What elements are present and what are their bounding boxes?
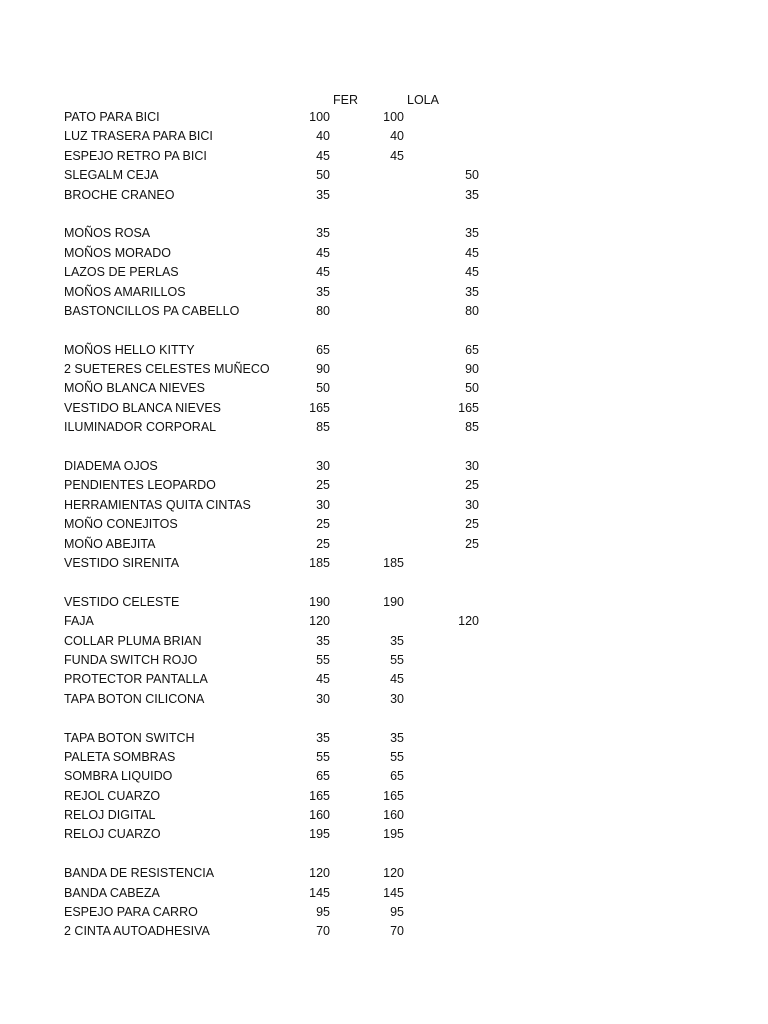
- fer-amount-cell: 45: [316, 245, 330, 260]
- table-row: [0, 360, 768, 379]
- item-name-cell: PATO PARA BICI: [64, 110, 160, 124]
- third-amount-cell: 80: [465, 303, 479, 318]
- item-name-cell: MOÑOS ROSA: [64, 226, 151, 241]
- lola-amount-cell: 45: [390, 148, 404, 163]
- fer-amount-cell: 25: [316, 517, 330, 532]
- third-amount-cell: 50: [465, 381, 479, 396]
- item-name-cell: BASTONCILLOS PA CABELLO: [64, 303, 240, 318]
- item-name-cell: REJOL CUARZO: [64, 788, 161, 803]
- item-name-cell: BANDA DE RESISTENCIA: [64, 866, 215, 881]
- lola-amount-cell: 30: [390, 691, 404, 706]
- fer-amount-cell: 45: [316, 265, 330, 280]
- table-row: [0, 922, 768, 941]
- lola-amount-cell: 35: [390, 633, 404, 648]
- table-row: [0, 186, 768, 205]
- header-fer: FER: [333, 93, 358, 107]
- third-amount-cell: 25: [465, 517, 479, 532]
- third-amount-cell: 65: [465, 342, 479, 357]
- third-amount-cell: 45: [465, 245, 479, 260]
- table-row: [0, 767, 768, 786]
- item-name-cell: BROCHE CRANEO: [64, 187, 175, 202]
- lola-amount-cell: 65: [390, 769, 404, 784]
- table-row: [0, 670, 768, 689]
- item-name-cell: MOÑO BLANCA NIEVES: [64, 381, 206, 396]
- fer-amount-cell: 100: [309, 110, 330, 124]
- lola-amount-cell: 100: [383, 110, 404, 124]
- table-row: [0, 729, 768, 748]
- table-row: [0, 418, 768, 437]
- item-name-cell: RELOJ CUARZO: [64, 827, 161, 842]
- item-name-cell: VESTIDO BLANCA NIEVES: [64, 400, 221, 415]
- lola-amount-cell: 160: [383, 808, 404, 823]
- lola-amount-cell: 55: [390, 652, 404, 667]
- fer-amount-cell: 55: [316, 652, 330, 667]
- fer-amount-cell: 195: [309, 827, 330, 842]
- item-name-cell: MOÑO CONEJITOS: [64, 517, 178, 532]
- table-row: [0, 806, 768, 825]
- table-row: [0, 593, 768, 612]
- table-row: [0, 690, 768, 709]
- table-row: [0, 864, 768, 883]
- lola-amount-cell: 145: [383, 885, 404, 900]
- third-amount-cell: 35: [465, 226, 479, 241]
- third-amount-cell: 50: [465, 168, 479, 183]
- third-amount-cell: 85: [465, 420, 479, 435]
- lola-amount-cell: 55: [390, 749, 404, 764]
- table-row: [0, 787, 768, 806]
- fer-amount-cell: 65: [316, 769, 330, 784]
- table-row: [0, 224, 768, 243]
- fer-amount-cell: 35: [316, 730, 330, 745]
- third-amount-cell: 45: [465, 265, 479, 280]
- fer-amount-cell: 95: [316, 905, 330, 920]
- item-name-cell: LUZ TRASERA PARA BICI: [64, 129, 213, 144]
- fer-amount-cell: 35: [316, 284, 330, 299]
- third-amount-cell: 25: [465, 478, 479, 493]
- table-row: [0, 825, 768, 844]
- fer-amount-cell: 35: [316, 187, 330, 202]
- third-amount-cell: 90: [465, 362, 479, 377]
- fer-amount-cell: 185: [309, 555, 330, 570]
- blank-row: [0, 438, 768, 457]
- lola-amount-cell: 70: [390, 924, 404, 939]
- table-row: [0, 515, 768, 534]
- table-row: [0, 147, 768, 166]
- fer-amount-cell: 160: [309, 808, 330, 823]
- table-row: [0, 554, 768, 573]
- item-name-cell: TAPA BOTON SWITCH: [64, 730, 195, 745]
- table-row: [0, 379, 768, 398]
- item-name-cell: VESTIDO CELESTE: [64, 594, 180, 609]
- fer-amount-cell: 30: [316, 691, 330, 706]
- table-row: [0, 127, 768, 146]
- blank-row: [0, 709, 768, 728]
- item-name-cell: MOÑOS AMARILLOS: [64, 284, 186, 299]
- fer-amount-cell: 35: [316, 226, 330, 241]
- table-row: [0, 166, 768, 185]
- table-row: [0, 903, 768, 922]
- third-amount-cell: 30: [465, 459, 479, 474]
- blank-row: [0, 845, 768, 864]
- fer-amount-cell: 165: [309, 788, 330, 803]
- third-amount-cell: 165: [458, 400, 479, 415]
- item-name-cell: SOMBRA LIQUIDO: [64, 769, 173, 784]
- fer-amount-cell: 25: [316, 478, 330, 493]
- item-name-cell: ESPEJO RETRO PA BICI: [64, 148, 207, 163]
- blank-row: [0, 321, 768, 340]
- lola-amount-cell: 35: [390, 730, 404, 745]
- table-row: [0, 399, 768, 418]
- fer-amount-cell: 50: [316, 381, 330, 396]
- item-name-cell: FUNDA SWITCH ROJO: [64, 652, 198, 667]
- table-row: [0, 651, 768, 670]
- item-name-cell: RELOJ DIGITAL: [64, 808, 156, 823]
- table-row: [0, 476, 768, 495]
- lola-amount-cell: 190: [383, 594, 404, 609]
- table-row: [0, 263, 768, 282]
- table-row: [0, 341, 768, 360]
- fer-amount-cell: 120: [309, 866, 330, 881]
- item-name-cell: LAZOS DE PERLAS: [64, 265, 179, 280]
- lola-amount-cell: 120: [383, 866, 404, 881]
- item-name-cell: DIADEMA OJOS: [64, 459, 158, 474]
- fer-amount-cell: 50: [316, 168, 330, 183]
- table-row: [0, 884, 768, 903]
- fer-amount-cell: 65: [316, 342, 330, 357]
- lola-amount-cell: 165: [383, 788, 404, 803]
- blank-row: [0, 573, 768, 592]
- table-row: [0, 496, 768, 515]
- item-name-cell: MOÑO ABEJITA: [64, 536, 156, 551]
- item-name-cell: FAJA: [64, 614, 94, 629]
- table-row: [0, 748, 768, 767]
- third-amount-cell: 35: [465, 284, 479, 299]
- item-name-cell: TAPA BOTON CILICONA: [64, 691, 205, 706]
- lola-amount-cell: 45: [390, 672, 404, 687]
- fer-amount-cell: 190: [309, 594, 330, 609]
- item-name-cell: SLEGALM CEJA: [64, 168, 159, 183]
- item-name-cell: HERRAMIENTAS QUITA CINTAS: [64, 497, 251, 512]
- fer-amount-cell: 35: [316, 633, 330, 648]
- table-row: [0, 244, 768, 263]
- third-amount-cell: 35: [465, 187, 479, 202]
- fer-amount-cell: 30: [316, 459, 330, 474]
- fer-amount-cell: 70: [316, 924, 330, 939]
- item-name-cell: MOÑOS HELLO KITTY: [64, 342, 195, 357]
- lola-amount-cell: 95: [390, 905, 404, 920]
- table-row: [0, 535, 768, 554]
- item-name-cell: MOÑOS MORADO: [64, 245, 171, 260]
- third-amount-cell: 30: [465, 497, 479, 512]
- table-row: [0, 457, 768, 476]
- item-name-cell: PENDIENTES LEOPARDO: [64, 478, 216, 493]
- item-name-cell: VESTIDO SIRENITA: [64, 555, 180, 570]
- item-name-cell: BANDA CABEZA: [64, 885, 160, 900]
- table-row: [0, 632, 768, 651]
- item-name-cell: 2 CINTA AUTOADHESIVA: [64, 924, 210, 939]
- fer-amount-cell: 120: [309, 614, 330, 629]
- blank-row: [0, 205, 768, 224]
- item-name-cell: ESPEJO PARA CARRO: [64, 905, 198, 920]
- fer-amount-cell: 25: [316, 536, 330, 551]
- fer-amount-cell: 145: [309, 885, 330, 900]
- lola-amount-cell: 40: [390, 129, 404, 144]
- item-name-cell: 2 SUETERES CELESTES MUÑECO: [64, 362, 270, 377]
- fer-amount-cell: 45: [316, 672, 330, 687]
- lola-amount-cell: 185: [383, 555, 404, 570]
- fer-amount-cell: 55: [316, 749, 330, 764]
- table-row: [0, 108, 768, 127]
- third-amount-cell: 25: [465, 536, 479, 551]
- lola-amount-cell: 195: [383, 827, 404, 842]
- header-lola: LOLA: [407, 93, 439, 107]
- item-list: [0, 108, 768, 942]
- table-row: [0, 612, 768, 631]
- fer-amount-cell: 90: [316, 362, 330, 377]
- item-name-cell: PROTECTOR PANTALLA: [64, 672, 208, 687]
- fer-amount-cell: 85: [316, 420, 330, 435]
- third-amount-cell: 120: [458, 614, 479, 629]
- item-name-cell: COLLAR PLUMA BRIAN: [64, 633, 202, 648]
- item-name-cell: ILUMINADOR CORPORAL: [64, 420, 217, 435]
- fer-amount-cell: 40: [316, 129, 330, 144]
- table-row: [0, 302, 768, 321]
- fer-amount-cell: 165: [309, 400, 330, 415]
- fer-amount-cell: 30: [316, 497, 330, 512]
- fer-amount-cell: 80: [316, 303, 330, 318]
- table-row: [0, 283, 768, 302]
- fer-amount-cell: 45: [316, 148, 330, 163]
- item-name-cell: PALETA SOMBRAS: [64, 749, 176, 764]
